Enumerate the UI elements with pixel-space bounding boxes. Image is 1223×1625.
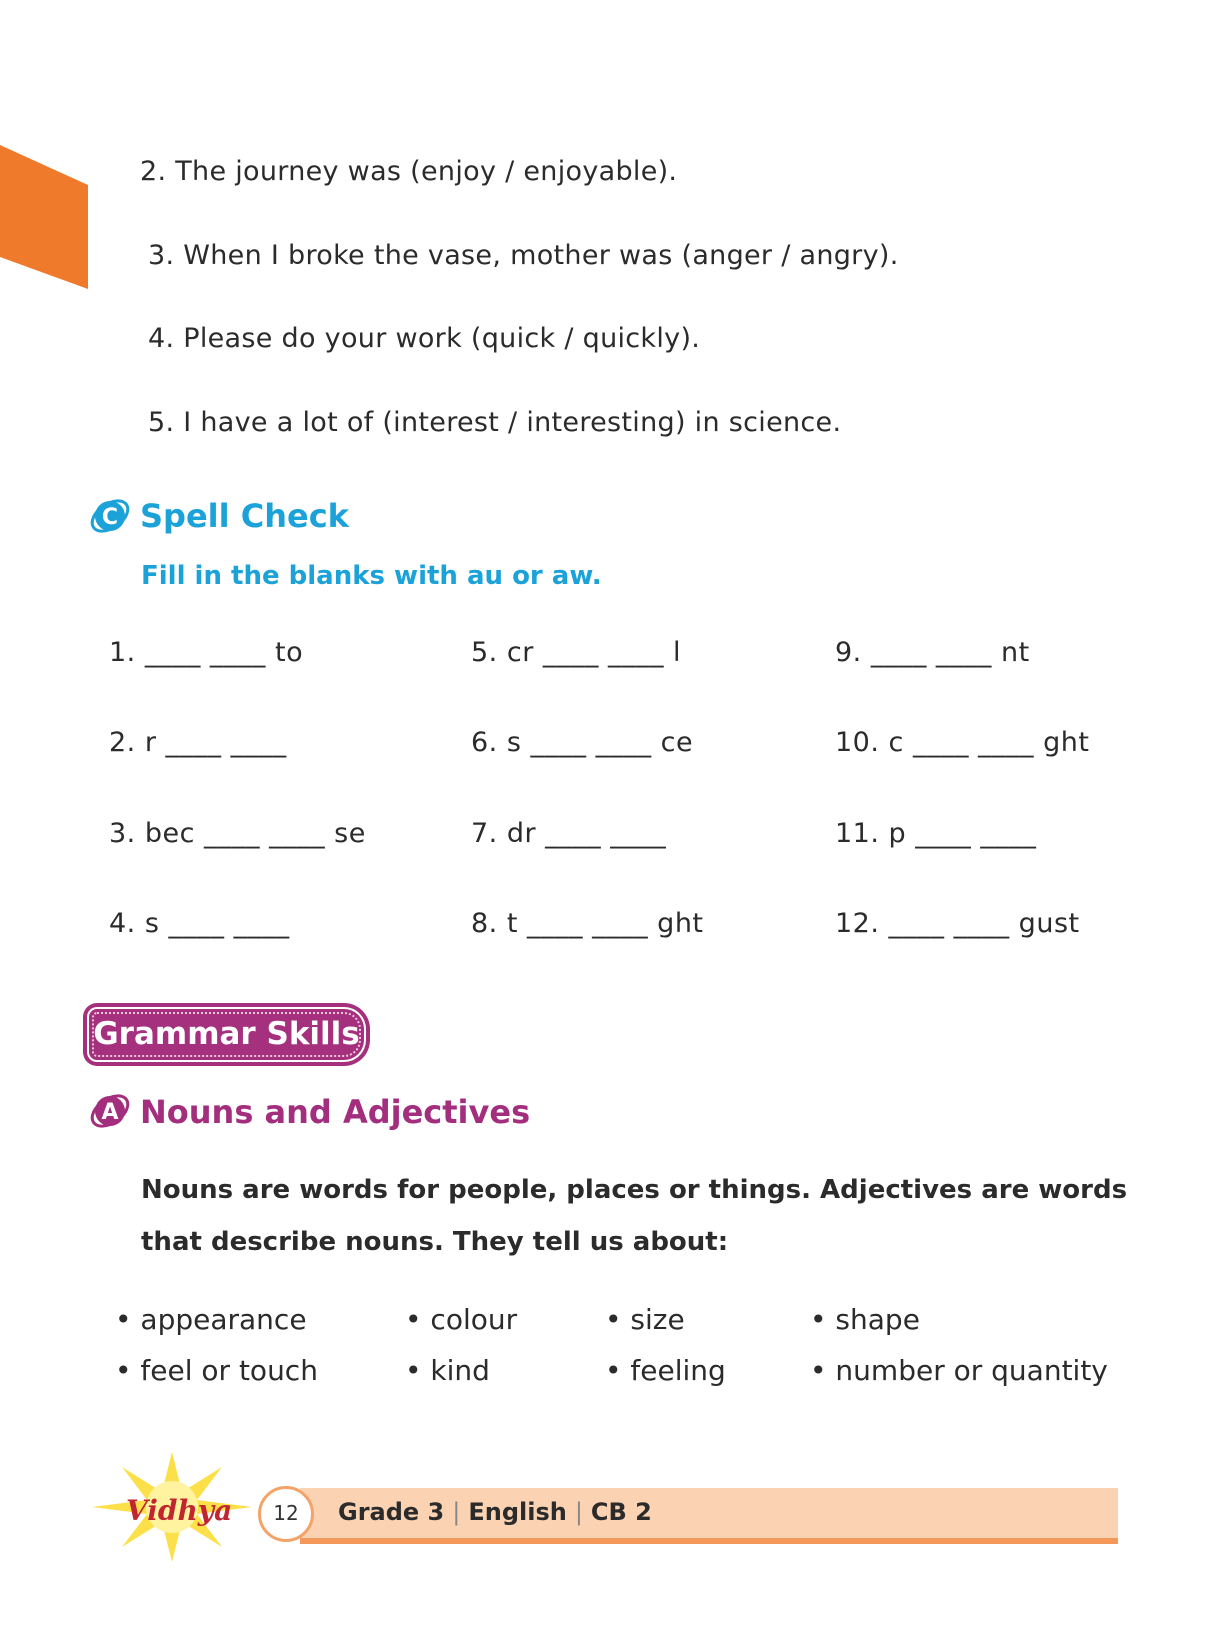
footer-underline — [300, 1538, 1118, 1544]
section-c-letter: C — [101, 505, 119, 530]
spell-item-8: 8. t ____ ____ ght — [471, 908, 704, 939]
section-a-icon — [87, 1088, 133, 1134]
spell-item-6: 6. s ____ ____ ce — [471, 727, 694, 758]
footer-separator: | — [452, 1498, 461, 1526]
footer-book: CB 2 — [590, 1498, 652, 1526]
sentence-2: 2. The journey was (enjoy / enjoyable). — [140, 156, 678, 187]
section-c-icon — [87, 493, 133, 539]
grammar-skills-banner — [87, 1007, 366, 1062]
bullet-item: • colour — [405, 1303, 518, 1336]
grammar-skills-label: Grammar Skills — [93, 1016, 360, 1052]
bullet-item: • kind — [405, 1354, 490, 1387]
spell-item-7: 7. dr ____ ____ — [471, 818, 667, 849]
definition-line-1: Nouns are words for people, places or things. Adjectives are words — [141, 1175, 1128, 1205]
nouns-adjectives-title: Nouns and Adjectives — [140, 1093, 531, 1131]
section-a-letter: A — [101, 1100, 119, 1125]
bullet-item: • size — [605, 1303, 685, 1336]
bullet-item: • number or quantity — [810, 1354, 1108, 1387]
bullet-item: • feeling — [605, 1354, 726, 1387]
definition-line-2: that describe nouns. They tell us about: — [141, 1227, 729, 1257]
bullet-item: • appearance — [115, 1303, 307, 1336]
footer-subject: English — [468, 1498, 567, 1526]
spell-item-10: 10. c ____ ____ ght — [835, 727, 1090, 758]
sentence-4: 4. Please do your work (quick / quickly). — [148, 323, 701, 354]
spell-item-11: 11. p ____ ____ — [835, 818, 1037, 849]
bullet-item: • feel or touch — [115, 1354, 318, 1387]
sentence-3: 3. When I broke the vase, mother was (anger / angry). — [148, 240, 899, 271]
bullet-item: • shape — [810, 1303, 920, 1336]
spell-item-12: 12. ____ ____ gust — [835, 908, 1080, 939]
spell-item-1: 1. ____ ____ to — [109, 637, 304, 668]
page-number-badge — [258, 1486, 314, 1542]
footer-text — [338, 1498, 652, 1526]
spell-check-instruction: Fill in the blanks with au or aw. — [141, 561, 602, 591]
vidhya-logo-text: Vidhya — [126, 1494, 233, 1527]
orange-page-tab — [0, 145, 88, 289]
spell-check-title: Spell Check — [140, 497, 349, 535]
page-number: 12 — [273, 1501, 299, 1525]
spell-item-5: 5. cr ____ ____ l — [471, 637, 682, 668]
sentence-5: 5. I have a lot of (interest / interesting) in science. — [148, 407, 842, 438]
spell-item-9: 9. ____ ____ nt — [835, 637, 1030, 668]
spell-item-3: 3. bec ____ ____ se — [109, 818, 366, 849]
spell-item-2: 2. r ____ ____ — [109, 727, 287, 758]
footer-grade: Grade 3 — [338, 1498, 445, 1526]
spell-item-4: 4. s ____ ____ — [109, 908, 290, 939]
footer-separator: | — [574, 1498, 583, 1526]
